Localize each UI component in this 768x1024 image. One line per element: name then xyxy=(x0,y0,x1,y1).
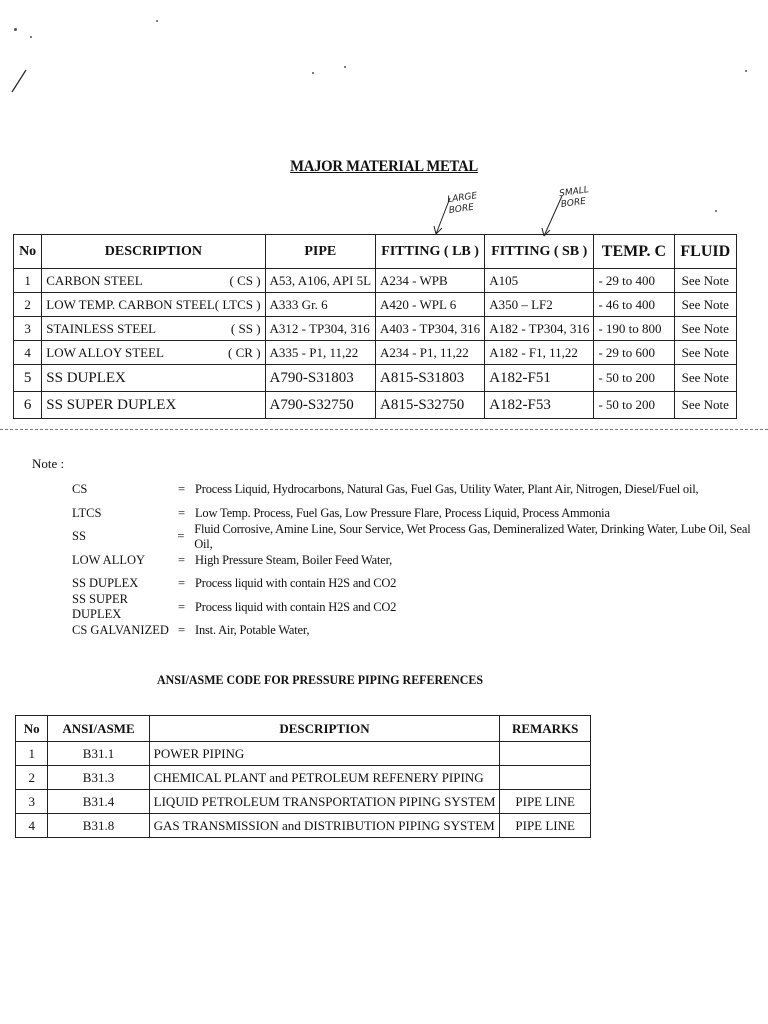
cell-description: POWER PIPING xyxy=(149,742,500,766)
cell-fitting-sb: A182-F53 xyxy=(485,392,594,419)
table-row xyxy=(14,365,737,392)
cell-temp: - 29 to 600 xyxy=(594,341,674,365)
material-name: LOW ALLOY STEEL xyxy=(46,344,164,360)
cell-pipe: A53, A106, API 5L xyxy=(265,269,375,293)
scan-speck xyxy=(344,66,346,68)
cell-fitting-lb: A234 - P1, 11,22 xyxy=(376,341,485,365)
cell-no: 4 xyxy=(16,814,48,838)
material-name: SS SUPER DUPLEX xyxy=(46,396,177,413)
cell-remarks: PIPE LINE xyxy=(500,790,591,814)
material-name: CARBON STEEL xyxy=(46,272,143,288)
table-row xyxy=(14,269,737,293)
cell-fluid: See Note xyxy=(674,392,736,419)
cell-pipe: A333 Gr. 6 xyxy=(265,293,375,317)
material-code: ( SS ) xyxy=(230,320,261,336)
material-name: LOW TEMP. CARBON STEEL xyxy=(46,296,215,312)
cell-fitting-sb: A182 - TP304, 316 xyxy=(485,317,594,341)
cell-description: LIQUID PETROLEUM TRANSPORTATION PIPING SYSTEM xyxy=(149,790,500,814)
table-header-row xyxy=(16,716,591,742)
cell-temp: - 50 to 200 xyxy=(594,392,674,419)
material-code: ( LTCS ) xyxy=(214,296,261,312)
note-label: Note : xyxy=(32,456,65,471)
cell-no: 2 xyxy=(14,293,42,317)
cell-remarks xyxy=(500,742,591,766)
cell-fitting-sb: A105 xyxy=(485,269,594,293)
codes-section-title: ANSI/ASME CODE FOR PRESSURE PIPING REFERENCES xyxy=(157,672,483,687)
cell-description: GAS TRANSMISSION and DISTRIBUTION PIPING SYSTEM xyxy=(149,814,500,838)
cell-no: 2 xyxy=(16,766,48,790)
cell-no: 4 xyxy=(14,341,42,365)
cell-description xyxy=(42,317,265,341)
note-code: SS SUPER DUPLEX xyxy=(72,592,128,622)
note-list xyxy=(72,478,768,643)
note-item xyxy=(72,592,768,622)
handwritten-arrow-icon xyxy=(536,192,566,240)
note-equals: = xyxy=(178,623,186,638)
cell-fitting-sb: A182-F51 xyxy=(485,365,594,392)
page-title: MAJOR MATERIAL METAL xyxy=(290,158,478,175)
scan-speck xyxy=(156,20,158,22)
note-text: Process liquid with contain H2S and CO2 xyxy=(195,576,397,591)
column-header-no: No xyxy=(16,716,48,742)
cell-code: B31.1 xyxy=(48,742,149,766)
cell-temp: - 46 to 400 xyxy=(594,293,674,317)
table-row xyxy=(16,814,591,838)
cell-fluid: See Note xyxy=(674,341,736,365)
cell-code: B31.8 xyxy=(48,814,149,838)
column-header-fitting-sb: FITTING ( SB ) xyxy=(485,235,594,269)
table-header-row xyxy=(14,235,737,269)
cell-description xyxy=(42,341,265,365)
pen-mark xyxy=(10,66,30,94)
note-item xyxy=(72,549,768,573)
note-equals: = xyxy=(178,576,186,591)
scan-speck xyxy=(30,36,32,38)
note-item xyxy=(72,521,768,551)
cell-fluid: See Note xyxy=(674,269,736,293)
column-header-no: No xyxy=(14,235,42,269)
cell-pipe: A312 - TP304, 316 xyxy=(265,317,375,341)
cell-fluid: See Note xyxy=(674,293,736,317)
column-header-temp: TEMP. C xyxy=(594,235,674,269)
cell-description: CHEMICAL PLANT and PETROLEUM REFENERY PIPING xyxy=(149,766,500,790)
note-text: Fluid Corrosive, Amine Line, Sour Service, Wet Process Gas, Demineralized Water, Drinking Water, Lube Oil, Seal Oil, xyxy=(194,521,751,551)
note-equals: = xyxy=(178,599,186,614)
cell-fitting-lb: A420 - WPL 6 xyxy=(376,293,485,317)
material-name: SS DUPLEX xyxy=(46,369,126,386)
table-row xyxy=(14,317,737,341)
note-code: LOW ALLOY xyxy=(72,552,146,567)
note-text: Low Temp. Process, Fuel Gas, Low Pressure Flare, Process Liquid, Process Ammonia xyxy=(195,505,610,520)
cell-fitting-lb: A234 - WPB xyxy=(376,269,485,293)
column-header-ansi-asme: ANSI/ASME xyxy=(48,716,149,742)
table-row xyxy=(14,392,737,419)
column-header-fitting-lb: FITTING ( LB ) xyxy=(376,235,485,269)
table-row xyxy=(14,341,737,365)
cell-fitting-sb: A182 - F1, 11,22 xyxy=(485,341,594,365)
note-code: CS xyxy=(72,482,88,497)
cell-fluid: See Note xyxy=(674,365,736,392)
cell-description xyxy=(42,269,265,293)
note-code: CS GALVANIZED xyxy=(72,623,169,638)
codes-table xyxy=(15,715,591,838)
cell-code: B31.3 xyxy=(48,766,149,790)
cell-code: B31.4 xyxy=(48,790,149,814)
note-text: Process Liquid, Hydrocarbons, Natural Gas, Fuel Gas, Utility Water, Plant Air, Nitrogen, Diesel/Fuel oil, xyxy=(195,482,699,497)
cell-no: 6 xyxy=(14,392,42,419)
handwritten-small-bore-note: SMALL BORE xyxy=(558,185,590,211)
note-equals: = xyxy=(177,529,185,544)
fold-line-divider xyxy=(0,429,768,430)
column-header-description: DESCRIPTION xyxy=(149,716,500,742)
note-equals: = xyxy=(178,552,186,567)
table-row xyxy=(16,790,591,814)
material-name: STAINLESS STEEL xyxy=(46,320,157,336)
cell-no: 1 xyxy=(14,269,42,293)
cell-fitting-lb: A403 - TP304, 316 xyxy=(376,317,485,341)
note-equals: = xyxy=(178,505,186,520)
cell-no: 1 xyxy=(16,742,48,766)
note-item xyxy=(72,478,768,502)
note-text: Inst. Air, Potable Water, xyxy=(195,623,310,638)
cell-pipe: A790-S31803 xyxy=(265,365,375,392)
cell-no: 3 xyxy=(14,317,42,341)
cell-temp: - 29 to 400 xyxy=(594,269,674,293)
scan-speck xyxy=(312,72,314,74)
cell-no: 3 xyxy=(16,790,48,814)
cell-pipe: A790-S32750 xyxy=(265,392,375,419)
material-code: ( CR ) xyxy=(228,344,261,360)
table-row xyxy=(14,293,737,317)
column-header-pipe: PIPE xyxy=(265,235,375,269)
cell-temp: - 50 to 200 xyxy=(594,365,674,392)
column-header-remarks: REMARKS xyxy=(500,716,591,742)
note-code: SS DUPLEX xyxy=(72,576,139,591)
cell-description xyxy=(42,392,265,419)
table-row xyxy=(16,766,591,790)
note-text: Process liquid with contain H2S and CO2 xyxy=(195,599,397,614)
note-equals: = xyxy=(178,482,186,497)
scan-speck xyxy=(715,210,717,212)
cell-remarks xyxy=(500,766,591,790)
cell-fitting-lb: A815-S31803 xyxy=(376,365,485,392)
materials-table xyxy=(13,234,737,419)
handwritten-large-bore-note: LARGE BORE xyxy=(446,191,478,217)
material-code: ( CS ) xyxy=(229,272,261,288)
note-text: High Pressure Steam, Boiler Feed Water, xyxy=(195,552,393,567)
note-code: SS xyxy=(72,529,86,544)
cell-description xyxy=(42,365,265,392)
cell-temp: - 190 to 800 xyxy=(594,317,674,341)
table-row xyxy=(16,742,591,766)
cell-no: 5 xyxy=(14,365,42,392)
handwritten-arrow-icon xyxy=(430,196,454,238)
scan-speck xyxy=(745,70,747,72)
cell-fitting-lb: A815-S32750 xyxy=(376,392,485,419)
cell-fluid: See Note xyxy=(674,317,736,341)
column-header-fluid: FLUID xyxy=(674,235,736,269)
cell-description xyxy=(42,293,265,317)
scan-speck xyxy=(14,28,17,31)
cell-remarks: PIPE LINE xyxy=(500,814,591,838)
note-item xyxy=(72,619,768,643)
column-header-description: DESCRIPTION xyxy=(42,235,265,269)
cell-pipe: A335 - P1, 11,22 xyxy=(265,341,375,365)
cell-fitting-sb: A350 – LF2 xyxy=(485,293,594,317)
note-code: LTCS xyxy=(72,505,102,520)
